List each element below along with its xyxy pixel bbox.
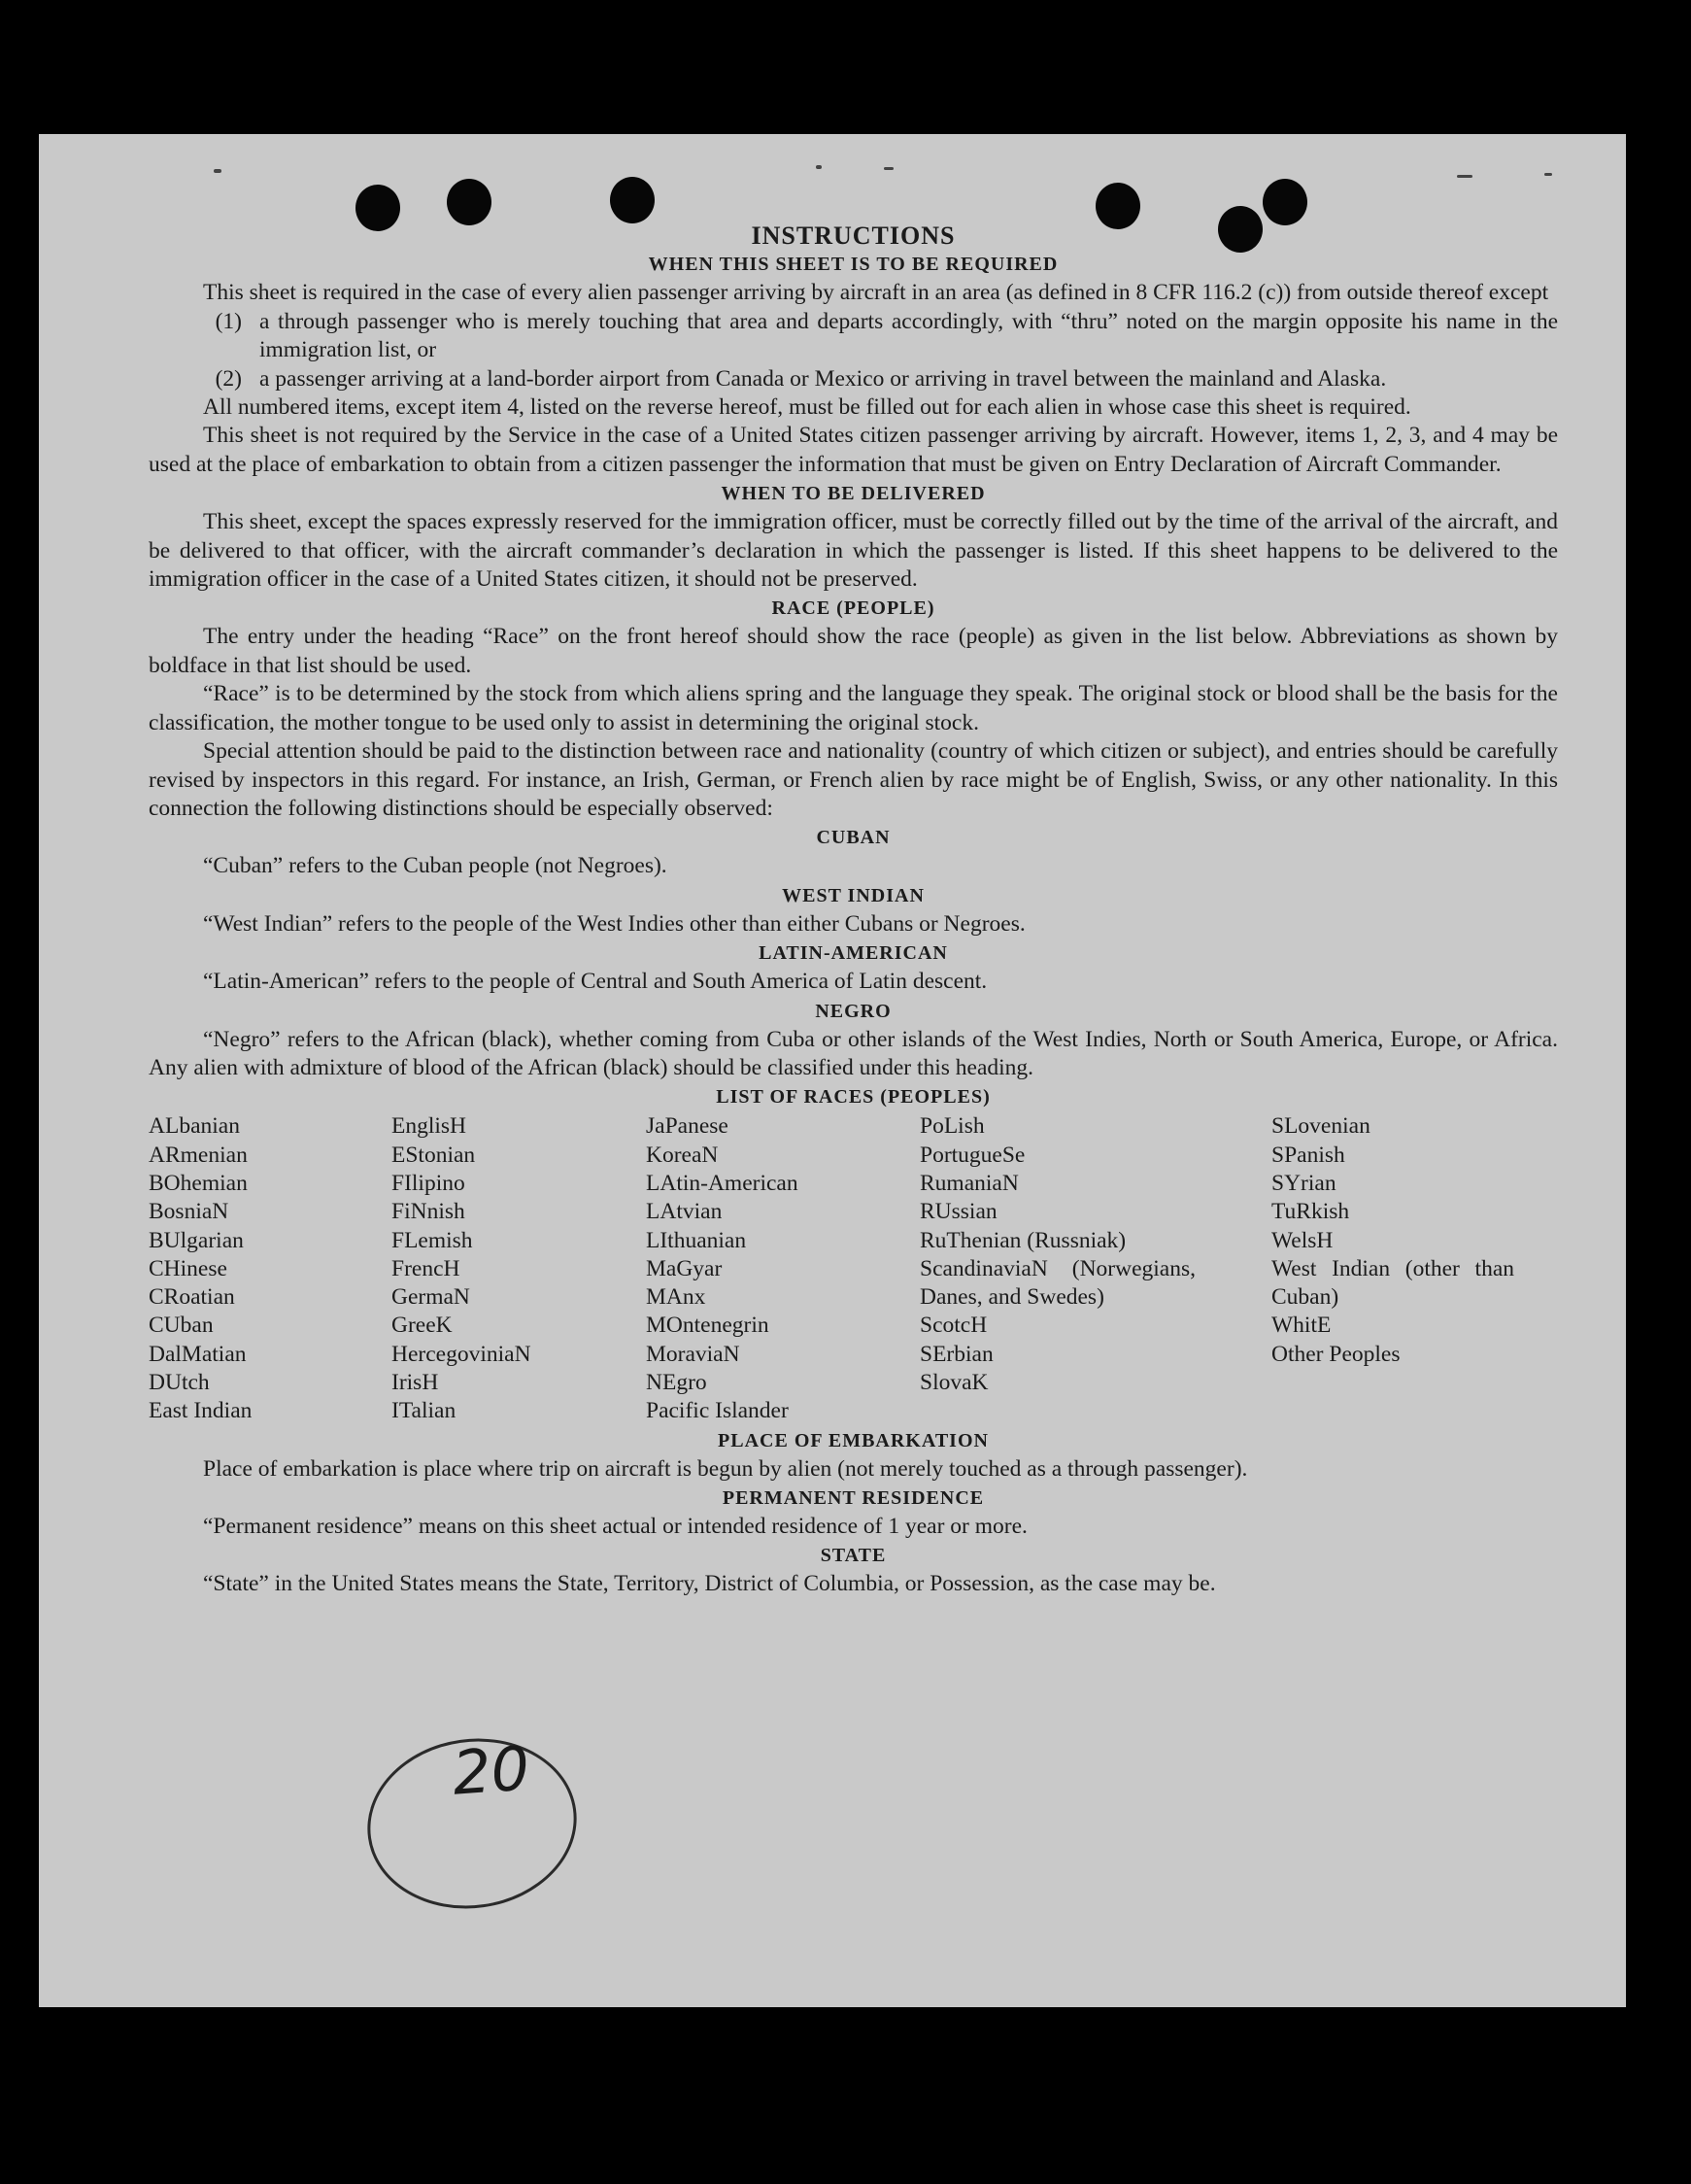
race-item: BosniaN [149, 1199, 229, 1225]
race-item: SPanish [1271, 1142, 1345, 1168]
race-item: ARmenian [149, 1142, 248, 1168]
race-item: ALbanian [149, 1113, 240, 1140]
race-item: CRoatian [149, 1284, 235, 1311]
race-item: RuThenian (Russniak) [920, 1227, 1127, 1253]
race-item: MAnx [646, 1284, 706, 1311]
section-heading: WEST INDIAN [782, 884, 925, 906]
race-item: Pacific Islander [646, 1398, 789, 1424]
section-heading: PERMANENT RESIDENCE [722, 1487, 985, 1510]
race-item: ScotcH [920, 1313, 988, 1339]
race-item: Other Peoples [1271, 1341, 1401, 1367]
race-list [149, 1112, 1558, 1425]
race-item: BOhemian [149, 1170, 248, 1196]
paragraph: “Negro” refers to the African (black), whether coming from Cuba or other islands of the West Indies, North or South America, Europe, or Africa. Any alien with admixture of blood of the African (black) should be classified under this heading. [149, 1026, 1558, 1080]
race-item: SLovenian [1271, 1113, 1370, 1140]
paragraph: This sheet is not required by the Service in the case of a United States citizen passenger arriving by aircraft. However, items 1, 2, 3, and 4 may be used at the place of embarkation to obtain from a citizen passenger the information that must be given on Entry Declaration of Aircraft Commander. [149, 423, 1558, 477]
item-number: (2) [215, 365, 242, 392]
race-item: EnglisH [391, 1113, 467, 1140]
section-heading: CUBAN [816, 827, 891, 849]
section-heading: STATE [820, 1545, 887, 1567]
document-sheet [39, 134, 1626, 2007]
paragraph: “West Indian” refers to the people of the West Indies other than either Cubans or Negroes. [203, 910, 1026, 937]
race-column [149, 1112, 391, 1425]
paragraph: “Race” is to be determined by the stock from which aliens spring and the language they speak. The original stock or blood shall be the basis for the classification, the mother tongue to be used only to assist in determining the original stock. [149, 681, 1558, 735]
paragraph: “Latin-American” refers to the people of Central and South America of Latin descent. [203, 969, 988, 995]
paragraph: “Cuban” refers to the Cuban people (not Negroes). [203, 853, 667, 879]
race-item: MOntenegrin [646, 1313, 769, 1339]
list-item [149, 365, 1558, 393]
page-title: INSTRUCTIONS [751, 222, 956, 250]
race-item: IrisH [391, 1370, 439, 1396]
race-item: DUtch [149, 1370, 210, 1396]
race-item: EStonian [391, 1142, 476, 1168]
race-item: East Indian [149, 1398, 253, 1424]
race-column [1271, 1112, 1514, 1425]
speck [816, 165, 822, 169]
instructions-content [149, 208, 1558, 1599]
race-item: PortugueSe [920, 1142, 1026, 1168]
race-item: ITalian [391, 1398, 457, 1424]
race-column [920, 1112, 1271, 1425]
race-item: GreeK [391, 1313, 453, 1339]
section-heading: PLACE OF EMBARKATION [718, 1429, 989, 1451]
item-text: a passenger arriving at a land-border airport from Canada or Mexico or arriving in travel between the mainland and Alaska. [259, 365, 1387, 392]
paragraph: This sheet is required in the case of every alien passenger arriving by aircraft in an area (as defined in 8 CFR 116.2 (c)) from outside thereof except [203, 280, 1549, 306]
race-item: DalMatian [149, 1341, 247, 1367]
speck [214, 169, 221, 173]
section-heading: WHEN THIS SHEET IS TO BE REQUIRED [648, 254, 1059, 276]
race-item: LIthuanian [646, 1227, 747, 1253]
handwritten-number: 20 [450, 1732, 532, 1809]
race-item: LAtin-American [646, 1170, 798, 1196]
item-number: (1) [215, 308, 242, 334]
paragraph: Place of embarkation is place where trip on aircraft is begun by alien (not merely touched as a through passenger). [203, 1455, 1248, 1482]
race-item: GermaN [391, 1284, 470, 1311]
paragraph: The entry under the heading “Race” on the front hereof should show the race (people) as given in the list below. Abbreviations as shown by boldface in that list should be used. [149, 624, 1558, 678]
race-item: FLemish [391, 1227, 473, 1253]
paragraph: All numbered items, except item 4, listed on the reverse hereof, must be filled out for each alien in whose case this sheet is required. [203, 394, 1411, 421]
race-item: SlovaK [920, 1370, 989, 1396]
race-column [646, 1112, 920, 1425]
race-column [391, 1112, 646, 1425]
race-item: LAtvian [646, 1199, 723, 1225]
race-item: FrencH [391, 1255, 460, 1281]
race-item: HercegoviniaN [391, 1341, 531, 1367]
race-item: ScandinaviaN (Norwegians, Danes, and Swedes) [920, 1255, 1196, 1311]
race-item: SYrian [1271, 1170, 1336, 1196]
race-item: BUlgarian [149, 1227, 244, 1253]
section-heading: WHEN TO BE DELIVERED [721, 483, 986, 505]
race-item: WhitE [1271, 1313, 1332, 1339]
section-heading: NEGRO [815, 1000, 892, 1022]
race-item: CUban [149, 1313, 214, 1339]
race-item: CHinese [149, 1255, 227, 1281]
race-item: RumaniaN [920, 1170, 1019, 1196]
race-item: KoreaN [646, 1142, 719, 1168]
speck [1544, 173, 1552, 176]
section-heading: LIST OF RACES (PEOPLES) [716, 1086, 991, 1109]
race-item: WelsH [1271, 1227, 1334, 1253]
race-item: FIlipino [391, 1170, 465, 1196]
list-item [149, 308, 1558, 365]
race-item: West Indian (other than Cuban) [1271, 1255, 1514, 1311]
speck [884, 167, 894, 170]
paragraph: “Permanent residence” means on this sheet actual or intended residence of 1 year or more. [203, 1514, 1028, 1540]
paragraph: “State” in the United States means the State, Territory, District of Columbia, or Possession, as the case may be. [203, 1571, 1216, 1597]
race-item: SErbian [920, 1341, 994, 1367]
section-heading: LATIN-AMERICAN [759, 942, 948, 965]
race-item: TuRkish [1271, 1199, 1350, 1225]
paragraph: This sheet, except the spaces expressly reserved for the immigration officer, must be correctly filled out by the time of the arrival of the aircraft, and be delivered to that officer, with the aircraft commander’s declaration in which the passenger is listed. If this sheet happens to be delivered to the immigration officer in the case of a United States citizen, it should not be preserved. [149, 509, 1558, 593]
race-item: NEgro [646, 1370, 707, 1396]
paragraph: Special attention should be paid to the distinction between race and nationality (country of which citizen or subject), and entries should be carefully revised by inspectors in this regard. For instance, an Irish, German, or French alien by race might be of English, Swiss, or any other nationality. In this connection the following distinctions should be especially observed: [149, 738, 1558, 821]
race-item: RUssian [920, 1199, 998, 1225]
race-item: FiNnish [391, 1199, 465, 1225]
item-text: a through passenger who is merely touching that area and departs accordingly, with “thru” noted on the margin opposite his name in the immigration list, or [259, 308, 1558, 363]
section-heading: RACE (PEOPLE) [771, 597, 935, 620]
speck [1457, 175, 1472, 178]
race-item: PoLish [920, 1113, 985, 1140]
race-item: JaPanese [646, 1113, 728, 1140]
race-item: MaGyar [646, 1255, 723, 1281]
race-item: MoraviaN [646, 1341, 740, 1367]
